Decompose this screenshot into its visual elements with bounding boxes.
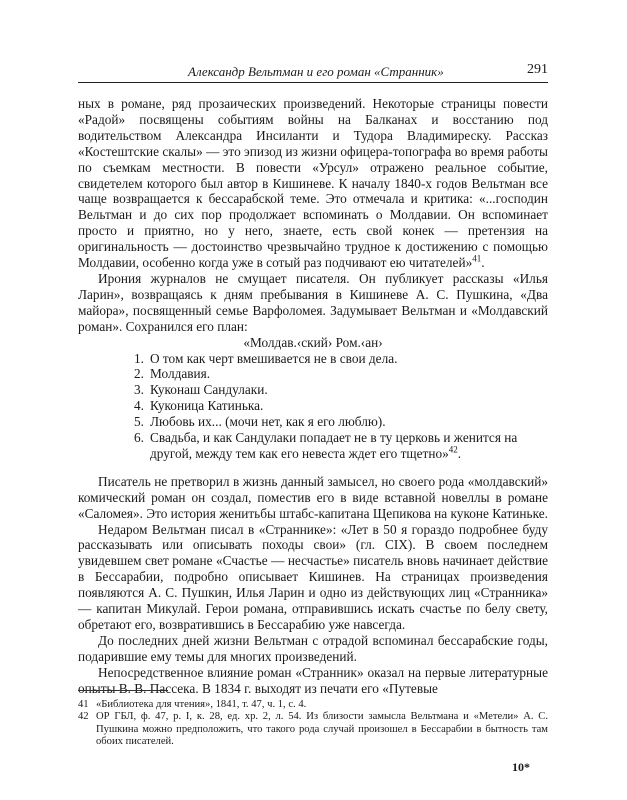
running-header <box>78 62 548 83</box>
page-number: 291 <box>527 62 548 77</box>
paragraph: Писатель не претворил в жизнь данный замысел, но своего рода «молдавский» комический роман он создал, поместив его в виде вставной новеллы в романе «Саломея». Это история женитьбы штабс-капитана Щепикова на куконе Катиньке. <box>78 473 548 521</box>
paragraph: ных в романе, ряд прозаических произведений. Некоторые страницы повести «Радой» посвящены событиям войны на Балканах и восстанию под водительством Александра Инсиланти и Тудора Владимиреску. Рассказ «Костештские скалы» — это эпизод из жизни офицера-топографа во время работы по съемкам местности. В повести «Урсул» отражено реальное событие, свидетелем которого был автор в Кишиневе. К началу 1840-х годов Вельтман все чаще возвращается к бессарабской теме. Это отмечала и критика: «...господин Вельтман и до сих пор продолжает вспоминать о Молдавии. Он вспоминает просто и приятно, но у него, знаете, есть свой конек — претензия на оригинальность — достоинство чрезвычайно трудное к достижению с помощью Молдавии, особенно когда уже в сотый раз подчивают ею читателей»$^{41}$. <box>78 96 548 271</box>
list-item <box>78 382 548 398</box>
list-number: 5. <box>134 414 144 430</box>
running-title: Александр Вельтман и его роман «Странник» <box>188 64 444 79</box>
list-text-content: Свадьба, и как Сандулаки попадает не в ту церковь и женится на другой, между тем как его невеста ждет его тщетно» <box>150 430 518 461</box>
list-number: 1. <box>134 350 144 366</box>
list-text: О том как черт вмешивается не в свои дела. <box>150 350 398 366</box>
footnote-divider <box>78 690 168 691</box>
list-text: Куконица Катинька. <box>150 398 264 414</box>
paragraph: Ирония журналов не смущает писателя. Он публикует рассказы «Илья Ларин», возвращаясь к дням пребывания в Кишиневе А. С. Пушкина, «Два майора», посвященный семье Варфоломея. Задумывает Вельтман и «Молдавский роман». Сохранился его план: <box>78 270 548 334</box>
footnote <box>78 711 548 748</box>
footnote <box>78 699 548 711</box>
list-number: 2. <box>134 366 144 382</box>
list-item <box>78 366 548 382</box>
list-item <box>78 398 548 414</box>
list-number: 4. <box>134 398 144 414</box>
footnote-text: ОР ГБЛ, ф. 47, р. I, к. 28, ед. хр. 2, л. 54. Из близости замысла Вельтмана и «Метели» А. С. Пушкина можно предположить, что такого рода случай произошел в Бессарабии в бытность там обоих писателей. <box>96 711 548 748</box>
printer-signature: 10* <box>512 760 530 774</box>
list-text: Молдавия. <box>150 366 211 382</box>
footnote-ref: 42 <box>448 444 458 455</box>
paragraph: Непосредственное влияние роман «Странник» оказал на первые литературные опыты В. В. Пассека. В 1834 г. выходят из печати его «Путевые <box>78 664 548 696</box>
footnote-ref: 41 <box>472 253 482 264</box>
list-text: Куконаш Сандулаки. <box>150 382 268 398</box>
footnote-number: 42 <box>78 711 89 723</box>
paragraph: Недаром Вельтман писал в «Страннике»: «Лет в 50 я гораздо подробнее буду рассказывать или описывать походы свои» (гл. CIX). В своем последнем увидевшем свет романе «Счастье — несчастье» писатель вновь начинает действие в Бессарабии, подробно описывает Кишинев. На страницах произведения появляются А. С. Пушкин, Илья Ларин и одно из действующих лиц «Странника» — капитан Микулай. Герои романа, отправившись искать счастье по белу свету, обретают его, возвратившись в Бессарабию уже навсегда. <box>78 521 548 632</box>
main-text <box>78 96 548 697</box>
footnote-text: «Библиотека для чтения», 1841, т. 47, ч. 1, с. 4. <box>96 699 307 710</box>
list-number: 3. <box>134 382 144 398</box>
paragraph: До последних дней жизни Вельтман с отрадой вспоминал бессарабские годы, подарившие ему темы для многих произведений. <box>78 632 548 664</box>
list-item <box>78 414 548 430</box>
plan-list <box>78 351 548 462</box>
footnotes <box>78 690 548 749</box>
footnote-number: 41 <box>78 699 89 710</box>
list-number: 6. <box>134 430 144 446</box>
list-text: Любовь их... (мочи нет, как я его люблю). <box>150 414 386 430</box>
list-text: Свадьба, и как Сандулаки попадает не в ту церковь и женится на другой, между тем как его невеста ждет его тщетно»$^{42}$. <box>150 430 518 461</box>
plan-title: «Молдав.‹ский› Ром.‹ан› <box>243 334 383 350</box>
list-item <box>78 430 548 462</box>
paragraph-text: ных в романе, ряд прозаических произведений. Некоторые страницы повести «Радой» посвящены событиям войны на Балканах и восстанию под водительством Александра Инсиланти и Тудора Владимиреску. Рассказ «Костештские скалы» — это эпизод из жизни офицера-топографа во время работы по съемкам местности. В повести «Урсул» отражено реальное событие, свидетелем которого был автор в Кишиневе. К началу 1840-х годов Вельтман все чаще возвращается к бессарабской теме. Это отмечала и критика: «...господин Вельтман и до сих пор продолжает вспоминать о Молдавии. Он вспоминает просто и приятно, но у него, знаете, есть свой конек — претензия на оригинальность — достоинство чрезвычайно трудное к достижению с помощью Молдавии, особенно когда уже в сотый раз подчивают ею читателей» <box>78 96 548 271</box>
list-item <box>78 351 548 367</box>
